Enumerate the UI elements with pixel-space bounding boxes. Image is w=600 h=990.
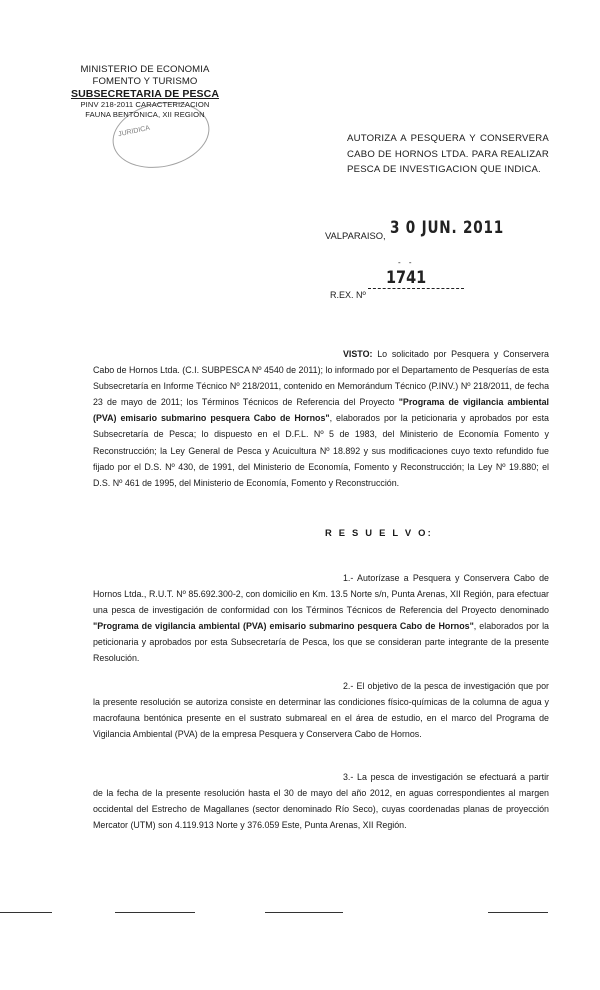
stamp-text: JURIDICA [117, 124, 151, 139]
resuelvo-heading: R E S U E L V O: [325, 527, 433, 538]
visto-label: VISTO: [343, 349, 373, 359]
number-marks: - - [398, 258, 415, 267]
document-subject: AUTORIZA A PESQUERA Y CONSERVERA CABO DE HORNOS LTDA. PARA REALIZAR PESCA DE INVESTIGACION QUE INDICA. [347, 133, 549, 175]
resolution-number: 1741 [386, 268, 427, 288]
item-1-text-1: 1.- Autorízase a Pesquera y Conservera Cabo de Hornos Ltda., R.U.T. Nº 85.692.300-2, con domicilio en Km. 13.5 Norte s/n, Punta Arenas, XII Región, para efectuar una pesca de investigación de conformidad con los Términos Técnicos de Referencia del Proyecto denominado [93, 573, 549, 616]
visto-project-title: "Programa de vigilancia ambiental (PVA) emisario submarino pesquera Cabo de Hornos" [93, 397, 549, 424]
visto-text-1: Lo solicitado por Pesquera y Conservera Cabo de Hornos Ltda. (C.I. SUBPESCA Nº 4540 de 2011); lo informado por el Departamento de Pesquerías de esta Subsecretaría en Informe Técnico Nº 218/2011, contenido en Memorándum Técnico (P.INV.) Nº 218/2011, de fecha 23 de mayo de 2011; los Términos Técnicos de Referencia del Proyecto [93, 349, 549, 408]
item-1-project-title: "Programa de vigilancia ambiental (PVA) emisario submarino pesquera Cabo de Hornos" [93, 621, 474, 632]
item-1-paragraph [93, 570, 549, 667]
footer-line-left [0, 912, 52, 913]
visto-text-2: , elaborados por la peticionaria y aprobados por esta Subsecretaría de Pesca; lo dispuesto en el D.F.L. Nº 5 de 1983, del Ministerio de Economía Fomento y Reconstrucción; la Ley General de Pesca y Acuicultura Nº 18.892 y sus modificaciones cuyo texto refundido fue fijado por el D.S. Nº 430, de 1991, del Ministerio de Economía, Fomento y Reconstrucción; la Ley Nº 19.880; el D.S. Nº 461 de 1995, del Ministerio de Economía, Fomento y Reconstrucción. [93, 413, 549, 488]
resolution-label: R.EX. Nº [330, 290, 366, 300]
resolution-number-line [368, 288, 464, 289]
item-3-text: 3.- La pesca de investigación se efectuará a partir de la fecha de la presente resolución hasta el 30 de mayo del año 2012, en aguas correspondientes al margen occidental del Estrecho de Magallanes (sector denominado Río Seco), cuyas coordenadas planas de proyección Mercator (UTM) son 4.119.913 Norte y 376.059 Este, Punta Arenas, XII Región. [93, 772, 549, 831]
ministry-subtitle: FOMENTO Y TURISMO [92, 76, 198, 87]
ministry-name: MINISTERIO DE ECONOMIA [80, 64, 210, 75]
item-3-paragraph [93, 769, 549, 833]
place-label: VALPARAISO, [325, 230, 386, 241]
visto-paragraph [93, 346, 549, 491]
subsecretaria-name: SUBSECRETARIA DE PESCA [70, 88, 220, 100]
item-1-text-2: , elaborados por la peticionaria y aprobados por esta Subsecretaría de Pesca, los que se consideran parte integrante de la presente Resolución. [93, 621, 549, 664]
reference-line-1: PINV 218-2011 CARACTERIZACION [80, 100, 210, 109]
footer-line-center [115, 912, 195, 913]
footer-line-right [488, 912, 548, 913]
item-2-text: 2.- El objetivo de la pesca de investigación que por la presente resolución se autoriza consiste en determinar las condiciones físico-químicas de la columna de agua y macrofauna bentónica presente en el sustrato submareal en el área de estudio, en el marco del Programa de Vigilancia Ambiental (PVA) de la empresa Pesquera y Conservera Cabo de Hornos. [93, 681, 549, 740]
footer-line-center-right [265, 912, 343, 913]
item-2-paragraph [93, 678, 549, 742]
reference-line-2: FAUNA BENTONICA, XII REGION [85, 110, 205, 119]
stamped-date: 3 0 JUN. 2011 [390, 218, 505, 238]
